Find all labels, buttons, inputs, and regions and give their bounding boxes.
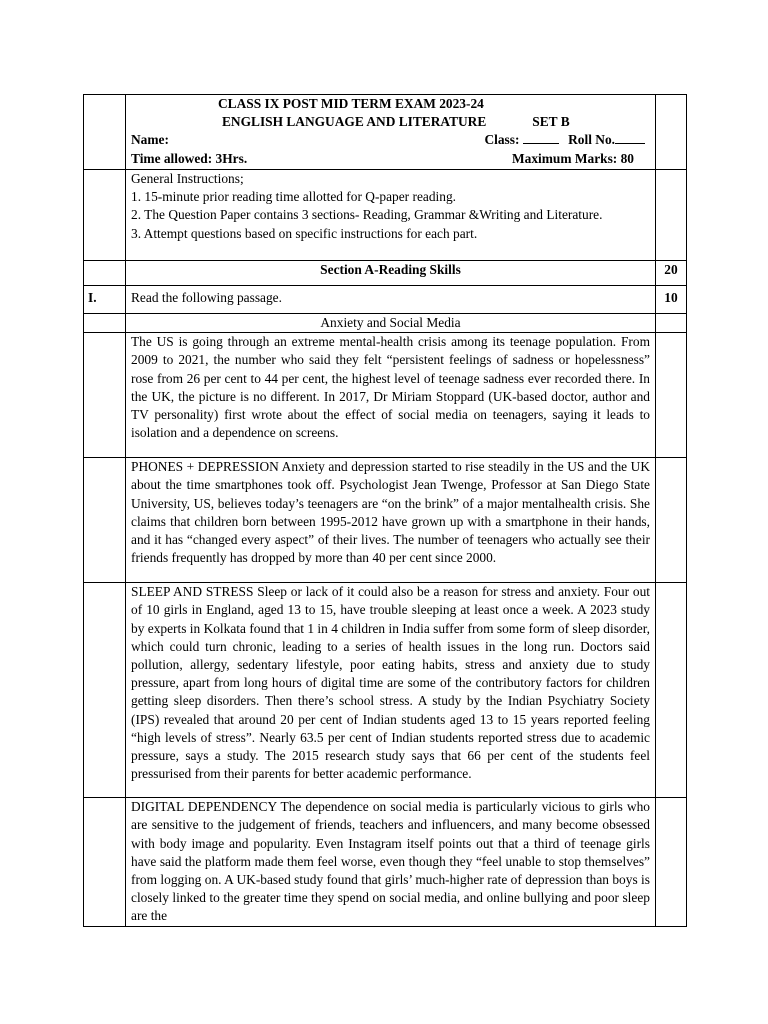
header-marks-cell [656,95,687,170]
paragraph-marks-cell [656,458,687,583]
exam-header [126,95,656,170]
passage-title-num-cell [84,314,126,333]
time-allowed: Time allowed: 3Hrs. [131,150,248,166]
section-title: Section A-Reading Skills [126,261,656,286]
header-row [84,95,687,170]
roll-blank[interactable] [615,131,645,144]
paragraph-marks-cell [656,333,687,458]
class-label: Class: [484,132,520,148]
passage-paragraph: DIGITAL DEPENDENCY The dependence on social media is particularly vicious to girls who are sensitive to the judgement of friends, teachers and influencers, and many become obsessed with body image and popularity. Even Instagram itself points out that a third of teenage girls have said the platform made them feel worse, even though they “feel unable to stop themselves” from logging on. A UK-based study found that girls’ much-higher rate of depression than boys is closely linked to the greater time they spend on social media, and online bullying and poor sleep are the [126,798,656,926]
paragraph-row [84,458,687,583]
paragraph-num-cell [84,798,126,926]
instructions-marks-cell [656,170,687,261]
section-row [84,261,687,286]
question-number: I. [84,286,126,314]
passage-title-row [84,314,687,333]
section-marks: 20 [656,261,687,286]
passage-title: Anxiety and Social Media [126,314,656,333]
paragraph-row [84,333,687,458]
name-label: Name: [131,132,169,148]
header-num-cell [84,95,126,170]
class-roll-group [484,131,645,149]
subject-line [131,113,650,131]
exam-title: CLASS IX POST MID TERM EXAM 2023-24 [218,96,484,111]
exam-table [83,94,687,927]
question-row [84,286,687,314]
instructions-title: General Instructions; [131,171,244,186]
class-blank[interactable] [523,131,559,144]
passage-paragraph: SLEEP AND STRESS Sleep or lack of it could also be a reason for stress and anxiety. Four out of 10 girls in England, aged 13 to 15, have trouble sleeping at least once a week. A 2023 study by experts in Kolkata found that 1 in 4 children in India suffer from some form of sleep disorder, which could turn chronic, leading to a series of health issues in the long run. Doctors said pollution, allergy, sedentary lifestyle, poor eating habits, stress and anxiety due to study pressure, apart from long hours of digital time are some of the contributory factors for children getting sleep disorders. Then there’s school stress. A study by the Indian Psychiatry Society (IPS) revealed that around 20 per cent of Indian students aged 13 to 15 years reported feeling “high levels of stress”. Nearly 63.5 per cent of Indian students reported stress due to academic pressure, says a study. The 2015 research study says that 66 per cent of the students feel pressurised from their parents for better academic performance. [126,583,656,798]
instructions-row [84,170,687,261]
paragraph-num-cell [84,583,126,798]
passage-paragraph: The US is going through an extreme mental-health crisis among its teenage population. From 2009 to 2021, the number who said they felt “persistent feelings of sadness or hopelessness” rose from 26 per cent to 44 per cent, the highest level of teenage sadness ever recorded there. In the UK, the picture is no different. In 2017, Dr Miriam Stoppard (UK-based doctor, author and TV personality) first wrote about the effect of social media on teenagers, saying it leads to isolation and a dependence on screens. [126,333,656,458]
passage-title-marks-cell [656,314,687,333]
paragraph-row [84,798,687,926]
paragraph-marks-cell [656,798,687,926]
instruction-item: 3. Attempt questions based on specific instructions for each part. [131,225,478,241]
time-marks-row [131,150,650,168]
passage-paragraph: PHONES + DEPRESSION Anxiety and depression started to rise steadily in the US and the UK about the time smartphones took off. Psychologist Jean Twenge, Professor at San Diego State University, US, believes today’s teenagers are “on the brink” of a major mentalhealth crisis. She claims that children born between 1995-2012 have grown up with a smartphone in their hands, and it has “changed every aspect” of their lives. The number of teenagers who actually see their friends frequently has dropped by more than 40 per cent since 2000. [126,458,656,583]
instruction-item: 2. The Question Paper contains 3 sections- Reading, Grammar &Writing and Literature. [131,207,603,223]
paragraph-num-cell [84,333,126,458]
roll-label: Roll No. [568,132,615,148]
paragraph-marks-cell [656,583,687,798]
question-marks: 10 [656,286,687,314]
subject-title: ENGLISH LANGUAGE AND LITERATURE [222,114,487,130]
instructions-num-cell [84,170,126,261]
paragraph-row [84,583,687,798]
general-instructions [126,170,656,261]
maximum-marks: Maximum Marks: 80 [512,150,634,166]
set-label: SET B [532,114,570,130]
instruction-item: 1. 15-minute prior reading time allotted for Q-paper reading. [131,189,456,205]
paragraph-num-cell [84,458,126,583]
section-num-cell [84,261,126,286]
name-class-row [131,131,650,149]
question-text: Read the following passage. [126,286,656,314]
